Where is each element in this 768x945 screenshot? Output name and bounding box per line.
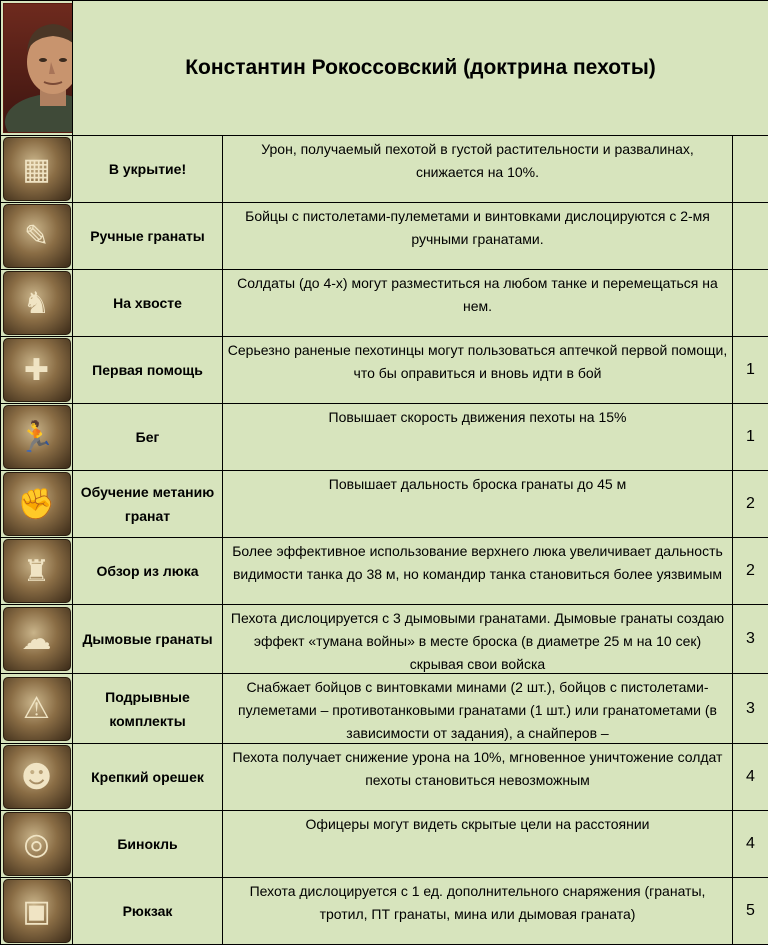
ability-name: Обзор из люка [73,538,223,605]
first-aid-kit-icon: ✚ [3,338,71,402]
ability-name: Обучение метанию гранат [73,471,223,538]
ability-row [1,674,768,744]
page-title: Константин Рокоссовский (доктрина пехоты) [73,1,768,136]
ability-name: Бинокль [73,811,223,878]
ability-row [1,878,768,945]
ability-level: 2 [733,471,768,538]
ability-row [1,270,768,337]
ability-description: Офицеры могут видеть скрытые цели на расстоянии [226,813,729,836]
smoke-grenade-icon: ☁ [3,607,71,671]
portrait-icon [3,3,73,133]
tank-rider-icon: ♞ [3,271,71,335]
ability-level [733,136,768,203]
ability-description: Пехота дислоцируется с 1 ед. дополнительного снаряжения (гранаты, тротил, ПТ гранаты, мина или дымовая граната) [226,880,729,926]
bricks-icon: ▦ [3,137,71,201]
ability-level: 2 [733,538,768,605]
ability-level: 3 [733,674,768,744]
ability-name: Крепкий орешек [73,744,223,811]
ability-name: Дымовые гранаты [73,605,223,674]
header-row [1,1,768,136]
ability-description: Урон, получаемый пехотой в густой растительности и развалинах, снижается на 10%. [226,138,729,184]
ability-row [1,811,768,878]
ability-row [1,471,768,538]
ability-description: Бойцы с пистолетами-пулеметами и винтовками дислоцируются с 2-мя ручными гранатами. [226,205,729,251]
ability-row [1,203,768,270]
helmet-soldier-icon: ☻ [3,745,71,809]
ability-description: Повышает дальность броска гранаты до 45 м [226,473,729,496]
running-soldier-icon: 🏃 [3,405,71,469]
ability-name: В укрытие! [73,136,223,203]
ability-description: Серьезно раненые пехотинцы могут пользоваться аптечкой первой помощи, что бы оправиться и вновь идти в бой [226,339,729,385]
ability-name: Подрывные комплекты [73,674,223,744]
ability-description: Солдаты (до 4-х) могут разместиться на любом танке и перемещаться на нем. [226,272,729,318]
ability-row [1,337,768,404]
demolition-kit-icon: ⚠ [3,677,71,741]
ability-name: Бег [73,404,223,471]
ability-row [1,404,768,471]
grenade-icon: ✎ [3,204,71,268]
ability-description: Пехота получает снижение урона на 10%, мгновенное уничтожение солдат пехоты становиться невозможным [226,746,729,792]
ability-description: Более эффективное использование верхнего люка увеличивает дальность видимости танка до 38 м, но командир танка становиться более уязвимым [226,540,729,586]
hatch-commander-icon: ♜ [3,539,71,603]
ability-description: Пехота дислоцируется с 3 дымовыми гранатами. Дымовые гранаты создаю эффект «тумана войны» в месте броска (в диаметре 25 м на 10 сек) скрывая свои войска [226,607,729,672]
ability-row [1,744,768,811]
ability-row [1,538,768,605]
ability-level: 1 [733,337,768,404]
ability-level: 4 [733,811,768,878]
backpack-icon: ▣ [3,879,71,943]
ability-row [1,136,768,203]
ability-name: Ручные гранаты [73,203,223,270]
ability-description: Повышает скорость движения пехоты на 15% [226,406,729,429]
binoculars-icon: ◎ [3,812,71,876]
grenade-throw-icon: ✊ [3,472,71,536]
ability-row [1,605,768,674]
ability-description: Снабжает бойцов с винтовками минами (2 шт.), бойцов с пистолетами-пулеметами – противотанковыми гранатами (1 шт.) или гранатометами (в зависимости от задания), а снайперов – [226,676,729,742]
ability-level: 1 [733,404,768,471]
ability-level: 5 [733,878,768,945]
ability-level: 4 [733,744,768,811]
ability-level [733,203,768,270]
ability-name: Первая помощь [73,337,223,404]
ability-level: 3 [733,605,768,674]
ability-name: Рюкзак [73,878,223,945]
ability-level [733,270,768,337]
ability-name: На хвосте [73,270,223,337]
